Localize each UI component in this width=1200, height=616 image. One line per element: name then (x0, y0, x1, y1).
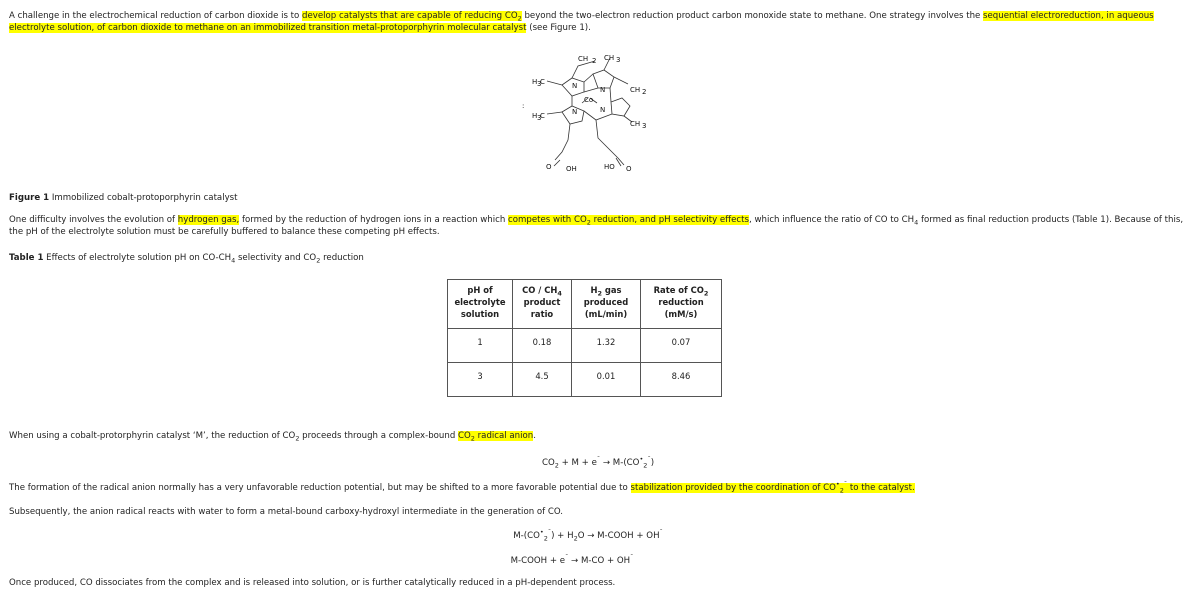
ch2-right-label: CH (630, 86, 641, 94)
cell-h2: 0.01 (572, 363, 641, 397)
intro-paragraph (9, 11, 1191, 34)
paragraph-2: One difficulty involves the evolution of hydrogen gas, formed by the reduction of hydrogen ions in a reaction which competes with $CO_2$ reduction, and pH selectivity effects, which influence the ratio of CO to $CH_4$ formed as final reduction products (Table 1). Because of this, the pH of the electrolyte solution must be carefully buffered to balance these competing pH effects. (9, 215, 1184, 237)
highlight-hydrogen-gas: hydrogen gas, (177, 215, 240, 225)
svg-text:N: N (572, 108, 578, 116)
intro-text-1: A challenge in the electrochemical reduction of carbon dioxide is to (9, 11, 303, 21)
table-caption: Table 1 Effects of electrolyte solution pH on $CO-CH_4$ selectivity and $CO_2$ reduction (9, 253, 364, 265)
cell-rate: 8.46 (641, 363, 722, 397)
header-ratio: CO / $CH_4$ product ratio (513, 280, 572, 329)
ch3-right-label: CH (630, 120, 641, 128)
table-row (448, 329, 722, 363)
results-table (447, 279, 722, 397)
h3c-lower-label: H (532, 112, 538, 120)
equation-2: $M-(CO^•_2^ˉ) + H_2O$ → M-COOH + $OH^ˉ$ (513, 528, 663, 543)
svg-text:O: O (626, 165, 632, 173)
cell-h2: 1.32 (572, 329, 641, 363)
svg-text:2: 2 (642, 88, 647, 96)
svg-text:O: O (546, 163, 552, 171)
svg-text:N: N (600, 106, 606, 114)
paragraph-6: Once produced, CO dissociates from the complex and is released into solution, or is further catalytically reduced in a pH-dependent process. (9, 578, 616, 588)
svg-text:3: 3 (616, 56, 621, 64)
svg-text:N: N (600, 86, 606, 94)
svg-text:3: 3 (537, 114, 542, 122)
ch2-top-label: CH (578, 55, 589, 63)
header-h2: $H_2$ gas produced (mL/min) (572, 280, 641, 329)
header-rate: Rate of $CO_2$ reduction (mM/s) (641, 280, 722, 329)
cell-ratio: 4.5 (513, 363, 572, 397)
intro-highlight-1: develop catalysts that are capable of reducing $CO_2$ (302, 11, 522, 23)
highlight-radical-anion: $CO_2$ radical anion (458, 431, 534, 443)
equation-3: M-COOH + $e^ˉ \to M-CO + OH^ˉ$ (510, 553, 634, 566)
figure-caption: Figure 1 Immobilized cobalt-protoporphyrin catalyst (9, 193, 238, 203)
h3c-upper-label: H (532, 78, 538, 86)
intro-highlight-2: sequential electroreduction, in aqueous electrolyte solution, of carbon dioxide to methane on an immobilized transition metal-protoporphyrin molecular catalyst (9, 11, 1154, 33)
paragraph-3: When using a cobalt-protorphyrin catalyst ‘M’, the reduction of $CO_2$ proceeds through a complex-bound $CO_2$ radical anion. (9, 431, 536, 443)
cell-ph: 3 (448, 363, 513, 397)
paragraph-4: The formation of the radical anion normally has a very unfavorable reduction potential, but may be shifted to a more favorable potential due to stabilization provided by the coordination of $CO^•_2^ˉ$ to the catalyst. (9, 480, 915, 495)
svg-text:3: 3 (642, 122, 647, 130)
svg-text:C: C (540, 78, 545, 86)
highlight-competes: competes with $CO_2$ reduction, and pH selectivity effects (508, 215, 749, 227)
equation-1: $CO_2 + M + e^ˉ \to M-(CO^•_2^ˉ)$ (541, 455, 655, 470)
ch3-top-label: CH (604, 54, 615, 62)
intro-text-2: beyond the two-electron reduction product carbon monoxide state to methane. One strategy involves the (521, 11, 984, 21)
cobalt-center-label: Co (584, 96, 594, 104)
cell-rate: 0.07 (641, 329, 722, 363)
table-row (448, 363, 722, 397)
svg-text:2: 2 (592, 57, 597, 65)
intro-text-3: (see Figure 1). (526, 22, 591, 33)
table-header-row (448, 280, 722, 329)
cobalt-protoporphyrin-structure (500, 48, 670, 178)
header-ph: pH of electrolyte solution (448, 280, 513, 329)
ho-label: HO (604, 163, 615, 171)
cell-ph: 1 (448, 329, 513, 363)
svg-text::: : (522, 102, 525, 110)
svg-text:C: C (540, 112, 545, 120)
paragraph-5: Subsequently, the anion radical reacts with water to form a metal-bound carboxy-hydroxyl intermediate in the generation of CO. (9, 507, 564, 517)
svg-text:N: N (572, 82, 578, 90)
svg-text:3: 3 (537, 80, 542, 88)
cell-ratio: 0.18 (513, 329, 572, 363)
oh-label: OH (566, 165, 577, 173)
highlight-stabilization: stabilization provided by the coordination of $CO^•_2^ˉ$ to the catalyst. (630, 480, 915, 495)
